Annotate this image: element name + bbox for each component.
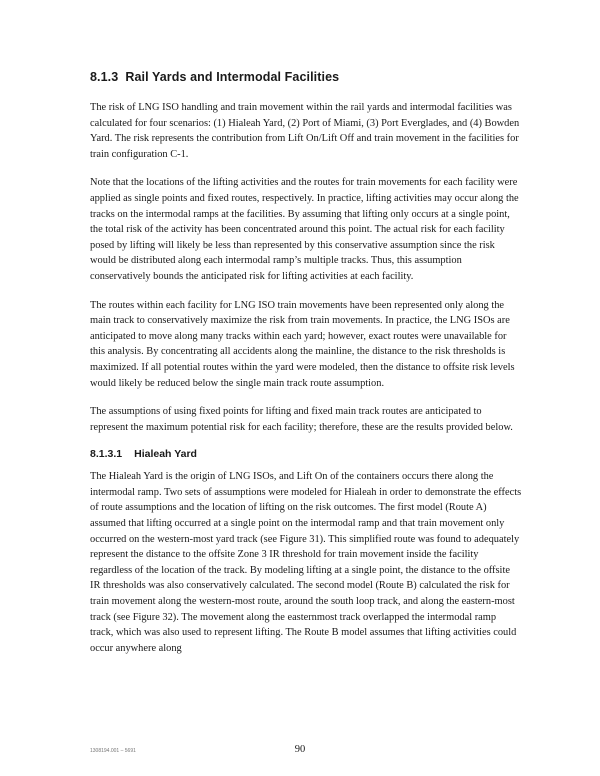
subsection-title: Hialeah Yard	[134, 448, 197, 461]
paragraph: The assumptions of using fixed points for lifting and fixed main track routes are anticipated to represent the maximum potential risk for each facility; therefore, these are the results provided below.	[90, 406, 513, 433]
section-title: Rail Yards and Intermodal Facilities	[125, 70, 340, 84]
paragraph: The risk of LNG ISO handling and train movement within the rail yards and intermodal facilities was calculated for four scenarios: (1) Hialeah Yard, (2) Port of Miami, (3) Port Everglades, and (4) Bowden Yard. The risk represents the contribution from Lift On/Lift Off and train movement in the facilities for train configuration C-1.	[90, 102, 520, 160]
page-content	[90, 70, 522, 669]
footer-document-id: 1308194.001 – 5691	[90, 748, 136, 754]
paragraph: Note that the locations of the lifting activities and the routes for train movements for each facility were applied as single points and fixed routes, respectively. In practice, lifting activities may occur along the tracks on the intermodal ramps at the facilities. By assuming that lifting only occurs at a single point, the total risk of the activity has been concentrated around this point. The actual risk for each facility posed by lifting will likely be less than represented by this conservative assumption since the risk would be distributed along each intermodal ramp’s multiple tracks. Thus, this assumption conservatively bounds the anticipated risk for lifting activities at each facility.	[90, 177, 519, 282]
page-number: 90	[294, 744, 306, 755]
section-number: 8.1.3	[90, 70, 119, 84]
subsection-heading	[90, 448, 522, 460]
subsection-number: 8.1.3.1	[90, 448, 123, 461]
paragraph: The Hialeah Yard is the origin of LNG ISOs, and Lift On of the containers occurs there along the intermodal ramp. Two sets of assumptions were modeled for Hialeah in order to demonstrate the effects of route assumptions and the location of lifting on the risk outcomes. The first model (Route A) assumed that lifting occurred at a single point on the intermodal ramp and that train movement only occurred on the western-most yard track (see Figure 31). This simplified route was found to adequately represent the distance to the offsite Zone 3 IR threshold for train movement inside the facility regardless of the location of the track. By modeling lifting at a single point, the distance to the offsite IR thresholds was also conservatively calculated. The second model (Route B) calculated the risk for train movement along the western-most route, around the south loop track, and along the eastern-most track (see Figure 32). The movement along the easternmost track overlapped the intermodal ramp track, which was also used to represent lifting. The Route B model assumes that lifting activities could occur anywhere along	[90, 471, 522, 654]
section-heading	[90, 70, 522, 84]
paragraph: The routes within each facility for LNG ISO train movements have been represented only along the main track to conservatively maximize the risk from train movements. In practice, the LNG ISOs are anticipated to move along many tracks within each yard; however, exact routes were unavailable for this analysis. By concentrating all accidents along the mainline, the distance to the risk thresholds is maximized. If all potential routes within the yard were modeled, then the distance to offsite risk levels would likely be reduced below the single main track route assumption.	[90, 299, 515, 389]
